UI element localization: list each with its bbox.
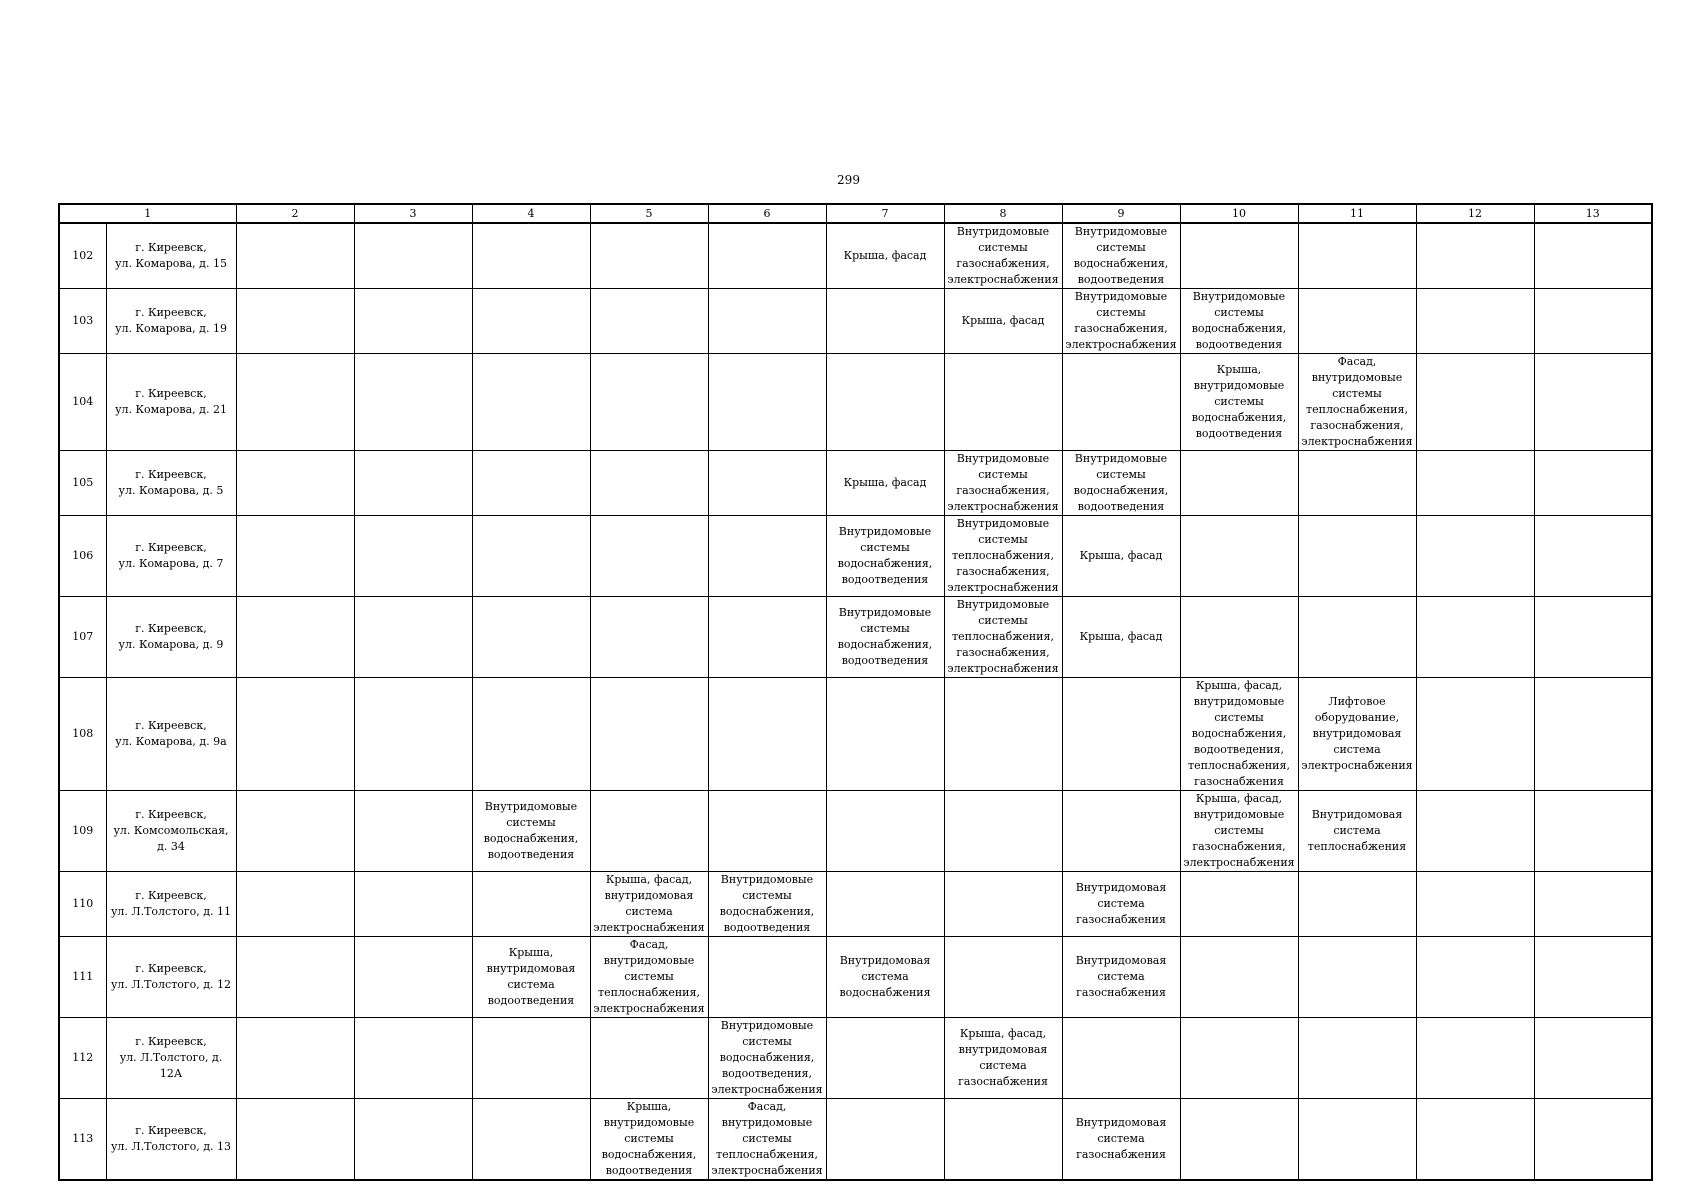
table-row: [59, 678, 1652, 791]
work-cell-col-8: [944, 516, 1062, 597]
work-cell-col-11: [1298, 1099, 1416, 1181]
work-cell-col-7: [826, 289, 944, 354]
work-cell-col-5: [590, 451, 708, 516]
table-row: [59, 451, 1652, 516]
work-cell-col-7: [826, 516, 944, 597]
column-header: 6: [708, 204, 826, 223]
work-cell-col-12: [1416, 597, 1534, 678]
work-cell-col-7: [826, 597, 944, 678]
work-cell-col-11: [1298, 451, 1416, 516]
work-cell-col-3: [354, 597, 472, 678]
work-description: Лифтовое оборудование, внутридомовая система электроснабжения: [1301, 695, 1413, 772]
row-number: 106: [59, 516, 106, 597]
work-description: Внутридомовые системы газоснабжения, электроснабжения: [947, 452, 1059, 513]
work-cell-col-3: [354, 872, 472, 937]
column-header: 4: [472, 204, 590, 223]
work-cell-col-2: [236, 1099, 354, 1181]
row-number: 103: [59, 289, 106, 354]
work-cell-col-12: [1416, 516, 1534, 597]
address-cell: [106, 597, 236, 678]
work-cell-col-4: [472, 223, 590, 289]
work-cell-col-4: [472, 678, 590, 791]
work-cell-col-11: [1298, 354, 1416, 451]
work-cell-col-4: [472, 354, 590, 451]
column-header: 5: [590, 204, 708, 223]
work-cell-col-11: [1298, 791, 1416, 872]
table-row: [59, 516, 1652, 597]
work-cell-col-6: [708, 1099, 826, 1181]
work-cell-col-10: [1180, 289, 1298, 354]
column-header: 1: [59, 204, 236, 223]
work-cell-col-5: [590, 1018, 708, 1099]
table-row: [59, 289, 1652, 354]
address-cell: [106, 1018, 236, 1099]
work-cell-col-10: [1180, 872, 1298, 937]
work-cell-col-6: [708, 791, 826, 872]
work-cell-col-6: [708, 289, 826, 354]
work-cell-col-10: [1180, 223, 1298, 289]
work-cell-col-9: [1062, 597, 1180, 678]
work-cell-col-13: [1534, 354, 1652, 451]
work-description: Внутридомовые системы водоснабжения, водоотведения: [1073, 225, 1169, 286]
row-number: 112: [59, 1018, 106, 1099]
work-cell-col-13: [1534, 872, 1652, 937]
work-cell-col-6: [708, 597, 826, 678]
work-cell-col-6: [708, 223, 826, 289]
work-cell-col-12: [1416, 223, 1534, 289]
work-cell-col-7: [826, 791, 944, 872]
work-description: Внутридомовая система теплоснабжения: [1307, 808, 1407, 853]
work-cell-col-9: [1062, 872, 1180, 937]
work-cell-col-13: [1534, 289, 1652, 354]
work-cell-col-2: [236, 289, 354, 354]
work-cell-col-10: [1180, 597, 1298, 678]
work-description: Внутридомовая система водоснабжения: [839, 954, 931, 999]
work-cell-col-13: [1534, 1018, 1652, 1099]
work-cell-col-8: [944, 289, 1062, 354]
work-cell-col-11: [1298, 678, 1416, 791]
work-cell-col-5: [590, 597, 708, 678]
work-cell-col-10: [1180, 354, 1298, 451]
work-description: Крыша, фасад: [1079, 549, 1163, 562]
work-cell-col-8: [944, 1018, 1062, 1099]
work-cell-col-7: [826, 872, 944, 937]
work-cell-col-7: [826, 678, 944, 791]
work-cell-col-10: [1180, 1099, 1298, 1181]
work-cell-col-5: [590, 1099, 708, 1181]
work-cell-col-9: [1062, 1018, 1180, 1099]
address-text: г. Киреевск, ул. Комарова, д. 21: [115, 387, 227, 416]
work-cell-col-7: [826, 451, 944, 516]
work-cell-col-12: [1416, 872, 1534, 937]
work-description: Внутридомовые системы газоснабжения, электроснабжения: [1065, 290, 1177, 351]
table-row: [59, 1018, 1652, 1099]
work-cell-col-9: [1062, 289, 1180, 354]
work-cell-col-5: [590, 516, 708, 597]
work-cell-col-2: [236, 516, 354, 597]
work-cell-col-12: [1416, 678, 1534, 791]
work-description: Крыша, фасад, внутридомовые системы водоснабжения, водоотведения, теплоснабжения, газоснабжения: [1188, 679, 1290, 788]
work-cell-col-4: [472, 516, 590, 597]
address-text: г. Киреевск, ул. Комарова, д. 9а: [115, 719, 227, 748]
work-cell-col-4: [472, 597, 590, 678]
table-row: [59, 223, 1652, 289]
work-cell-col-5: [590, 354, 708, 451]
work-cell-col-2: [236, 937, 354, 1018]
work-description: Фасад, внутридомовые системы теплоснабжения, газоснабжения, электроснабжения: [1301, 355, 1413, 448]
work-cell-col-11: [1298, 1018, 1416, 1099]
work-cell-col-2: [236, 791, 354, 872]
work-cell-col-13: [1534, 791, 1652, 872]
work-description: Крыша, внутридомовая система водоотведения: [486, 946, 576, 1007]
work-cell-col-6: [708, 451, 826, 516]
work-cell-col-6: [708, 354, 826, 451]
work-description: Внутридомовые системы водоснабжения, водоотведения: [837, 525, 933, 586]
work-description: Крыша, фасад: [961, 314, 1045, 327]
work-cell-col-2: [236, 597, 354, 678]
work-cell-col-3: [354, 678, 472, 791]
work-cell-col-10: [1180, 937, 1298, 1018]
work-description: Внутридомовая система газоснабжения: [1075, 954, 1167, 999]
work-cell-col-2: [236, 451, 354, 516]
address-cell: [106, 791, 236, 872]
work-cell-col-7: [826, 354, 944, 451]
work-cell-col-2: [236, 354, 354, 451]
address-text: г. Киреевск, ул. Комарова, д. 7: [118, 541, 224, 570]
address-cell: [106, 678, 236, 791]
column-header: 10: [1180, 204, 1298, 223]
row-number: 108: [59, 678, 106, 791]
work-cell-col-12: [1416, 937, 1534, 1018]
address-text: г. Киреевск, ул. Л.Толстого, д. 12: [110, 962, 232, 991]
work-cell-col-9: [1062, 1099, 1180, 1181]
address-cell: [106, 872, 236, 937]
work-description: Крыша, внутридомовые системы водоснабжения, водоотведения: [601, 1100, 697, 1177]
work-description: Внутридомовые системы газоснабжения, электроснабжения: [947, 225, 1059, 286]
row-number: 109: [59, 791, 106, 872]
work-cell-col-13: [1534, 597, 1652, 678]
work-cell-col-6: [708, 1018, 826, 1099]
work-cell-col-4: [472, 1018, 590, 1099]
column-header: 7: [826, 204, 944, 223]
row-number: 102: [59, 223, 106, 289]
column-header: 11: [1298, 204, 1416, 223]
work-cell-col-5: [590, 872, 708, 937]
address-cell: [106, 516, 236, 597]
work-cell-col-3: [354, 516, 472, 597]
work-cell-col-10: [1180, 451, 1298, 516]
work-cell-col-8: [944, 354, 1062, 451]
work-cell-col-10: [1180, 791, 1298, 872]
table-row: [59, 872, 1652, 937]
work-cell-col-4: [472, 451, 590, 516]
work-cell-col-11: [1298, 872, 1416, 937]
work-cell-col-6: [708, 678, 826, 791]
row-number: 105: [59, 451, 106, 516]
work-cell-col-11: [1298, 223, 1416, 289]
column-header: 3: [354, 204, 472, 223]
work-description: Внутридомовые системы водоснабжения, водоотведения, электроснабжения: [711, 1019, 823, 1096]
work-cell-col-8: [944, 1099, 1062, 1181]
address-cell: [106, 937, 236, 1018]
work-cell-col-9: [1062, 516, 1180, 597]
address-cell: [106, 451, 236, 516]
work-cell-col-9: [1062, 451, 1180, 516]
work-cell-col-13: [1534, 451, 1652, 516]
work-cell-col-13: [1534, 516, 1652, 597]
column-header: 8: [944, 204, 1062, 223]
work-cell-col-5: [590, 791, 708, 872]
work-cell-col-4: [472, 791, 590, 872]
row-number: 110: [59, 872, 106, 937]
work-cell-col-4: [472, 937, 590, 1018]
work-cell-col-3: [354, 223, 472, 289]
work-schedule-table: [58, 203, 1653, 1181]
work-cell-col-9: [1062, 937, 1180, 1018]
work-cell-col-10: [1180, 516, 1298, 597]
work-cell-col-13: [1534, 223, 1652, 289]
column-header: 9: [1062, 204, 1180, 223]
row-number: 104: [59, 354, 106, 451]
work-cell-col-12: [1416, 1018, 1534, 1099]
work-cell-col-10: [1180, 678, 1298, 791]
work-cell-col-3: [354, 289, 472, 354]
row-number: 113: [59, 1099, 106, 1181]
work-cell-col-3: [354, 1099, 472, 1181]
work-cell-col-3: [354, 451, 472, 516]
work-cell-col-8: [944, 678, 1062, 791]
work-cell-col-12: [1416, 1099, 1534, 1181]
work-cell-col-8: [944, 791, 1062, 872]
address-cell: [106, 223, 236, 289]
table-row: [59, 354, 1652, 451]
work-description: Фасад, внутридомовые системы теплоснабжения, электроснабжения: [593, 938, 705, 1015]
work-cell-col-9: [1062, 678, 1180, 791]
work-description: Внутридомовые системы водоснабжения, водоотведения: [1073, 452, 1169, 513]
work-description: Внутридомовая система газоснабжения: [1075, 1116, 1167, 1161]
column-header: 13: [1534, 204, 1652, 223]
row-number: 107: [59, 597, 106, 678]
work-description: Внутридомовые системы водоснабжения, водоотведения: [719, 873, 815, 934]
table-row: [59, 597, 1652, 678]
work-cell-col-9: [1062, 223, 1180, 289]
table-row: [59, 937, 1652, 1018]
work-cell-col-9: [1062, 354, 1180, 451]
work-cell-col-5: [590, 223, 708, 289]
work-description: Внутридомовые системы теплоснабжения, газоснабжения, электроснабжения: [947, 598, 1059, 675]
address-cell: [106, 1099, 236, 1181]
work-cell-col-12: [1416, 354, 1534, 451]
work-description: Крыша, фасад, внутридомовая система газоснабжения: [958, 1027, 1048, 1088]
table-row: [59, 1099, 1652, 1181]
work-description: Внутридомовые системы водоснабжения, водоотведения: [1191, 290, 1287, 351]
work-cell-col-3: [354, 937, 472, 1018]
work-cell-col-2: [236, 223, 354, 289]
page-number: 299: [837, 173, 860, 187]
work-description: Внутридомовые системы водоснабжения, водоотведения: [483, 800, 579, 861]
work-cell-col-11: [1298, 289, 1416, 354]
address-text: г. Киреевск, ул. Л.Толстого, д. 11: [110, 889, 232, 918]
work-cell-col-7: [826, 223, 944, 289]
work-cell-col-7: [826, 937, 944, 1018]
work-cell-col-6: [708, 937, 826, 1018]
work-description: Внутридомовая система газоснабжения: [1075, 881, 1167, 926]
work-cell-col-10: [1180, 1018, 1298, 1099]
work-cell-col-11: [1298, 516, 1416, 597]
work-cell-col-13: [1534, 678, 1652, 791]
work-cell-col-12: [1416, 451, 1534, 516]
address-text: г. Киреевск, ул. Комарова, д. 9: [118, 622, 224, 651]
work-cell-col-5: [590, 937, 708, 1018]
work-description: Фасад, внутридомовые системы теплоснабжения, электроснабжения: [711, 1100, 823, 1177]
work-cell-col-8: [944, 937, 1062, 1018]
address-cell: [106, 354, 236, 451]
address-text: г. Киреевск, ул. Комарова, д. 19: [115, 306, 227, 335]
work-cell-col-5: [590, 678, 708, 791]
work-cell-col-8: [944, 451, 1062, 516]
work-description: Крыша, внутридомовые системы водоснабжения, водоотведения: [1191, 363, 1287, 440]
address-text: г. Киреевск, ул. Л.Толстого, д. 13: [110, 1124, 232, 1153]
address-text: г. Киреевск, ул. Комарова, д. 15: [115, 241, 227, 270]
work-description: Крыша, фасад: [843, 249, 927, 262]
work-cell-col-4: [472, 1099, 590, 1181]
work-cell-col-6: [708, 516, 826, 597]
work-description: Крыша, фасад: [1079, 630, 1163, 643]
work-cell-col-2: [236, 872, 354, 937]
work-cell-col-4: [472, 289, 590, 354]
work-cell-col-5: [590, 289, 708, 354]
table-row: [59, 791, 1652, 872]
work-cell-col-8: [944, 872, 1062, 937]
address-text: г. Киреевск, ул. Л.Толстого, д. 12А: [119, 1035, 223, 1080]
column-header: 2: [236, 204, 354, 223]
work-cell-col-4: [472, 872, 590, 937]
work-cell-col-13: [1534, 1099, 1652, 1181]
column-header: 12: [1416, 204, 1534, 223]
work-cell-col-9: [1062, 791, 1180, 872]
work-cell-col-11: [1298, 597, 1416, 678]
work-description: Внутридомовые системы водоснабжения, водоотведения: [837, 606, 933, 667]
work-cell-col-6: [708, 872, 826, 937]
work-description: Крыша, фасад, внутридомовые системы газоснабжения, электроснабжения: [1183, 792, 1295, 869]
work-cell-col-2: [236, 1018, 354, 1099]
work-cell-col-3: [354, 354, 472, 451]
work-cell-col-8: [944, 597, 1062, 678]
work-cell-col-3: [354, 1018, 472, 1099]
work-cell-col-12: [1416, 791, 1534, 872]
work-cell-col-11: [1298, 937, 1416, 1018]
work-cell-col-12: [1416, 289, 1534, 354]
work-cell-col-2: [236, 678, 354, 791]
row-number: 111: [59, 937, 106, 1018]
address-text: г. Киреевск, ул. Комсомольская, д. 34: [113, 808, 229, 853]
work-description: Внутридомовые системы теплоснабжения, газоснабжения, электроснабжения: [947, 517, 1059, 594]
work-description: Крыша, фасад: [843, 476, 927, 489]
address-text: г. Киреевск, ул. Комарова, д. 5: [118, 468, 224, 497]
work-cell-col-7: [826, 1018, 944, 1099]
work-cell-col-8: [944, 223, 1062, 289]
address-cell: [106, 289, 236, 354]
column-header-row: [59, 204, 1652, 223]
work-cell-col-3: [354, 791, 472, 872]
work-description: Крыша, фасад, внутридомовая система электроснабжения: [593, 873, 705, 934]
work-cell-col-13: [1534, 937, 1652, 1018]
work-cell-col-7: [826, 1099, 944, 1181]
